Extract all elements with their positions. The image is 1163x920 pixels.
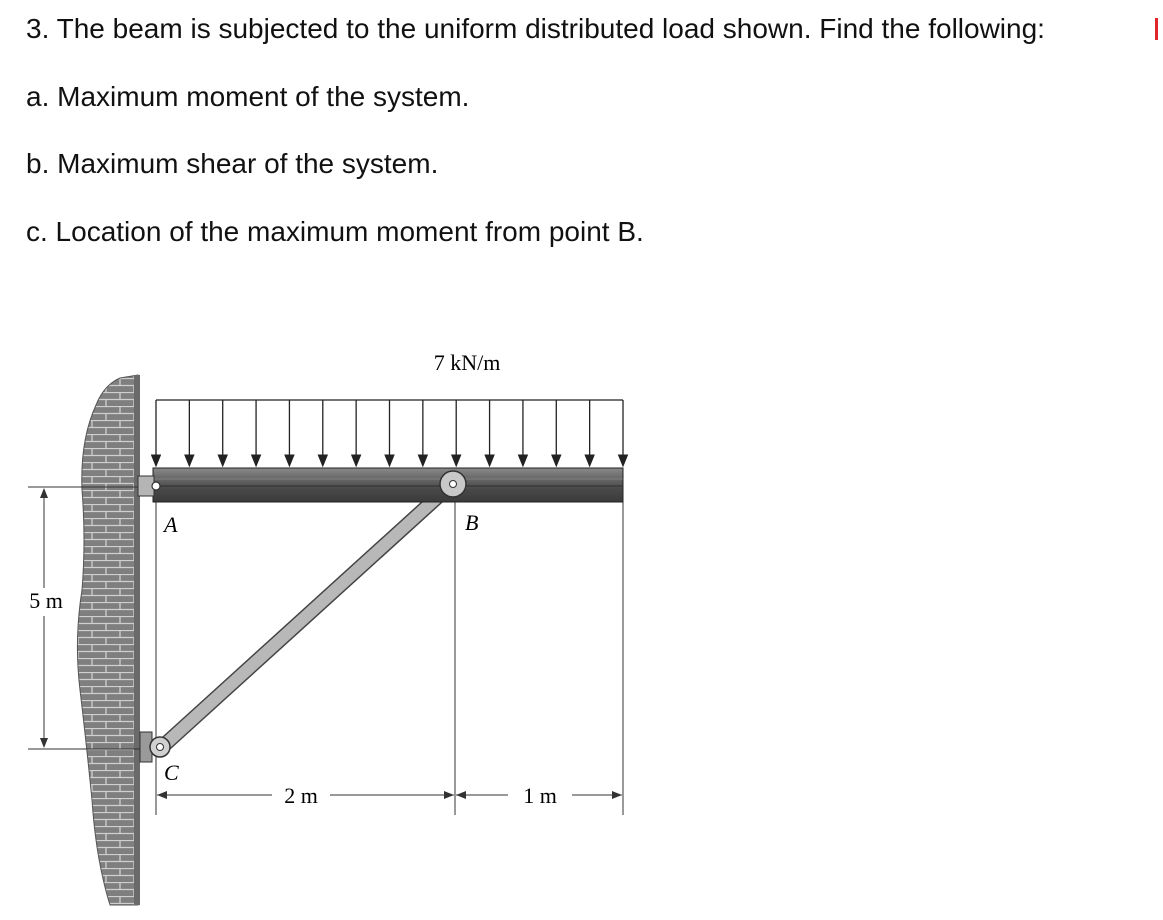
load-arrow-head xyxy=(218,455,227,466)
load-label: 7 kN/m xyxy=(433,350,501,375)
load-arrow-head xyxy=(318,455,327,466)
load-arrow-head xyxy=(552,455,561,466)
point-b-label: B xyxy=(465,510,479,535)
beam xyxy=(153,468,623,502)
load-arrow-head xyxy=(418,455,427,466)
brick-wall xyxy=(77,375,140,905)
load-arrow-head xyxy=(252,455,261,466)
question-part-c: c. Location of the maximum moment from point B. xyxy=(26,216,644,247)
load-arrow-head xyxy=(518,455,527,466)
load-arrow-head xyxy=(585,455,594,466)
beam-diagram xyxy=(0,330,700,915)
height-dimension-label: 5 m xyxy=(29,588,63,613)
point-a-label: A xyxy=(164,512,178,537)
pin-connection-b xyxy=(440,471,466,497)
load-arrow-head xyxy=(185,455,194,466)
strut-bc xyxy=(162,483,453,747)
load-arrow-head xyxy=(285,455,294,466)
point-c-label: C xyxy=(164,760,179,785)
overhang-label: 1 m xyxy=(523,783,557,808)
question-title: 3. The beam is subjected to the uniform distributed load shown. Find the following: xyxy=(26,13,1045,44)
distributed-load xyxy=(152,400,628,466)
load-arrow-head xyxy=(152,455,161,466)
red-marker xyxy=(1155,18,1158,40)
question-part-b: b. Maximum shear of the system. xyxy=(26,148,439,179)
load-arrow-head xyxy=(452,455,461,466)
span-dimensions xyxy=(157,783,622,808)
load-arrow-head xyxy=(619,455,628,466)
span-ab-label: 2 m xyxy=(284,783,318,808)
question-part-a: a. Maximum moment of the system. xyxy=(26,81,470,112)
load-arrow-head xyxy=(485,455,494,466)
load-arrow-head xyxy=(385,455,394,466)
load-arrow-head xyxy=(352,455,361,466)
